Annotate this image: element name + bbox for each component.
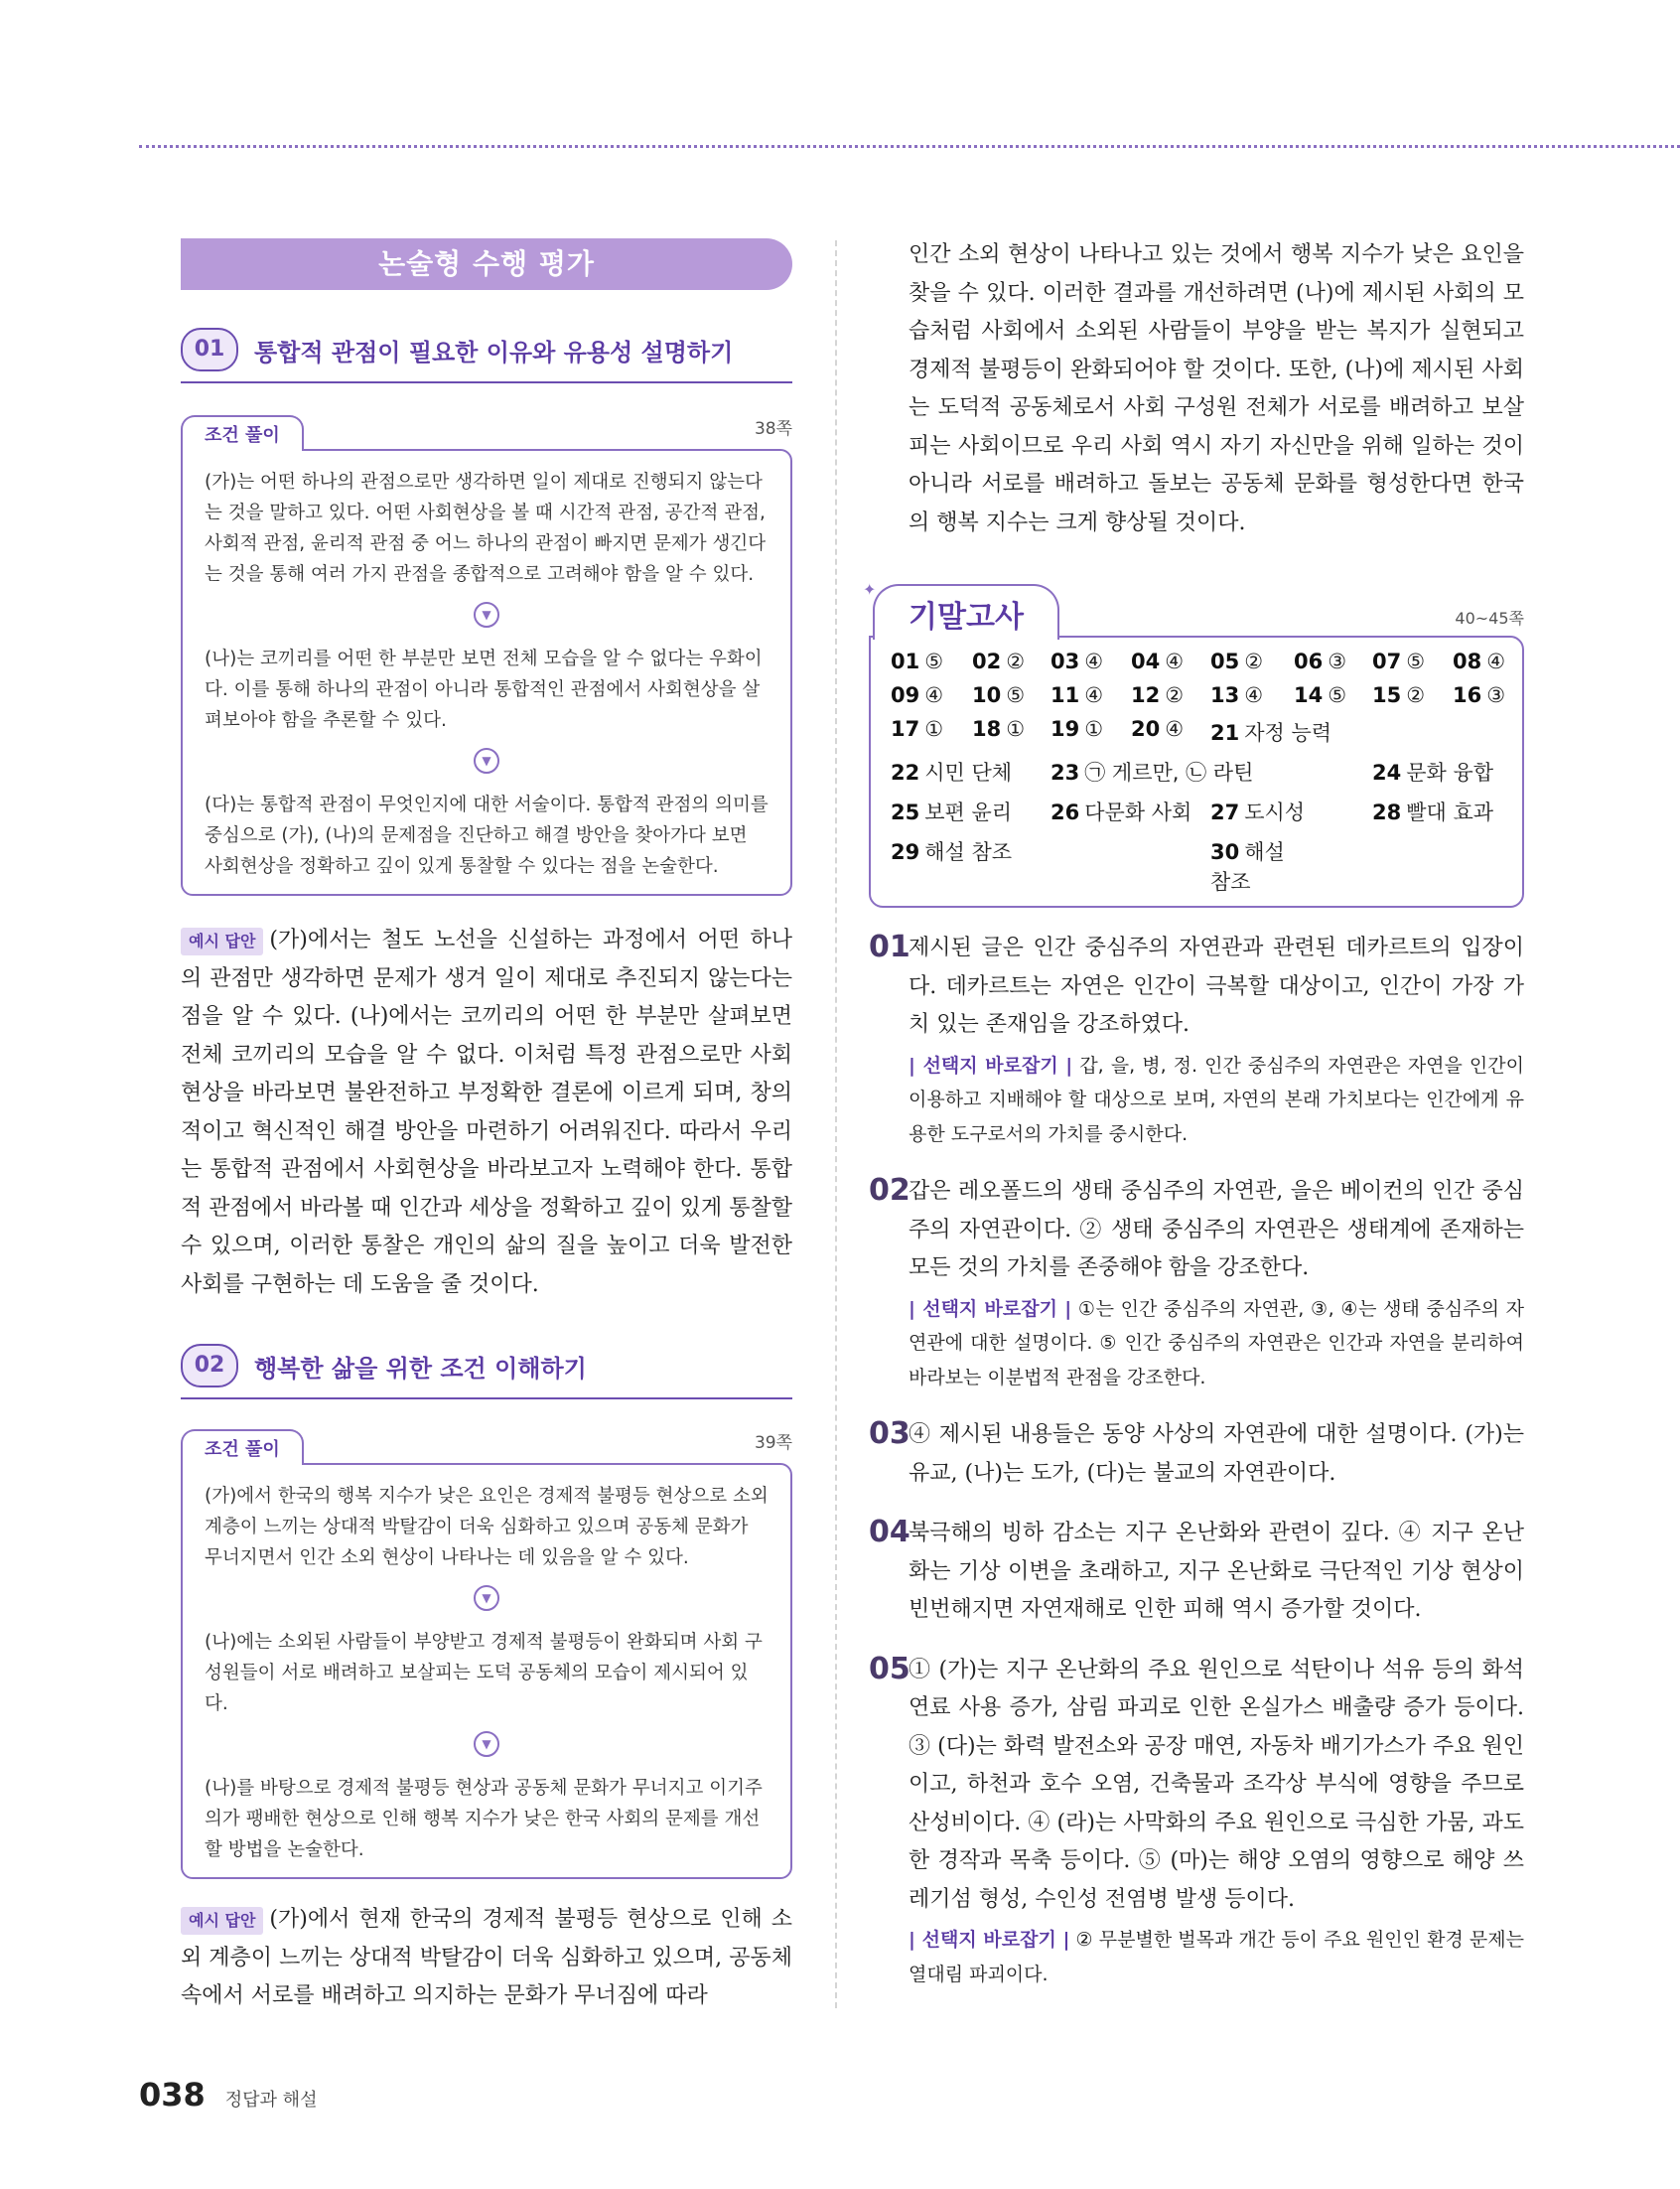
answer-number: 02 [972, 650, 1002, 673]
choice-correction-label: | 선택지 바로잡기 | [909, 1054, 1073, 1077]
q1-answer-badge: 예시 답안 [181, 928, 263, 955]
answer-number: 04 [1131, 650, 1161, 673]
q2-title: 행복한 삶을 위한 조건 이해하기 [254, 1354, 587, 1383]
answer-value: 도시성 [1244, 801, 1306, 824]
q1-heading [181, 328, 792, 383]
q2-condition-3: (나)를 바탕으로 경제적 불평등 현상과 공동체 문화가 무너지고 이기주의가 팽배한 현상으로 인해 행복 지수가 낮은 한국 사회의 문제를 개선할 방법을 논술한다. [205, 1778, 763, 1860]
answer-item [891, 836, 1210, 896]
answer-item [1210, 650, 1294, 673]
sparkle-icon: ✦ [863, 580, 877, 599]
final-exam-label: 기말고사 [873, 584, 1059, 640]
q2-condition-box [181, 1463, 792, 1879]
q1-title: 통합적 관점이 필요한 이유와 유용성 설명하기 [254, 338, 734, 366]
answer-number: 29 [891, 840, 920, 864]
answer-value: ④ [1084, 650, 1104, 673]
answer-item [1050, 757, 1372, 787]
q1-condition-box [181, 449, 792, 896]
answer-value: 보편 윤리 [924, 801, 1013, 824]
explanations [869, 930, 1524, 1991]
answer-value: ③ [1328, 650, 1347, 673]
answer-item [1210, 717, 1453, 747]
choice-correction-text: 갑, 을, 병, 정. 인간 중심주의 자연관은 자연을 인간이 이용하고 지배해야 할 대상으로 보며, 자연의 본래 가치보다는 인간에게 유용한 도구로서의 가치를 중시한다. [909, 1054, 1524, 1145]
answer-number: 06 [1294, 650, 1324, 673]
choice-correction-text: ② 무분별한 벌목과 개간 등이 주요 원인인 환경 문제는 열대림 파괴이다. [909, 1929, 1524, 1985]
answer-number: 28 [1372, 801, 1402, 824]
explanation-text: 북극해의 빙하 감소는 지구 온난화와 관련이 깊다. ④ 지구 온난화는 기상 이변을 초래하고, 지구 온난화로 극단적인 기상 현상이 빈번해지면 자연재해로 인한 피해 역시 증가할 것이다. [909, 1521, 1524, 1622]
explanation-item [869, 1416, 1524, 1493]
answer-number: 20 [1131, 717, 1161, 741]
answer-number: 17 [891, 717, 920, 741]
answer-value: ① [1006, 717, 1026, 741]
answer-number: 21 [1210, 721, 1240, 745]
q1-condition-header [181, 413, 792, 449]
answer-value: ② [1006, 650, 1026, 673]
q2-answer-text: (가)에서 현재 한국의 경제적 불평등 현상으로 인해 소외 계층이 느끼는 상대적 박탈감이 더욱 심화하고 있으며, 공동체 속에서 서로를 배려하고 의지하는 문화가 무너짐에 따라 [181, 1907, 792, 2008]
choice-correction-label: | 선택지 바로잡기 | [909, 1929, 1070, 1951]
answer-number: 13 [1210, 683, 1240, 707]
answer-item [1294, 650, 1372, 673]
answer-grid [891, 650, 1506, 896]
q2-condition-2: (나)에는 소외된 사람들이 부양받고 경제적 불평등이 완화되며 사회 구성원들이 서로 배려하고 보살피는 도덕 공동체의 모습이 제시되어 있다. [205, 1632, 763, 1714]
answer-value: ④ [1165, 650, 1185, 673]
choice-correction-text: ①는 인간 중심주의 자연관, ③, ④는 생태 중심주의 자연관에 대한 설명이다. ⑤ 인간 중심주의 자연관은 인간과 자연을 분리하여 바라보는 이분법적 관점을 강조한다. [909, 1297, 1525, 1388]
q2-heading [181, 1344, 792, 1399]
explanation-body [909, 1173, 1524, 1394]
answer-number: 03 [1050, 650, 1080, 673]
answer-value: 빨대 효과 [1406, 801, 1494, 824]
answer-value: 자정 능력 [1244, 721, 1332, 745]
explanation-item [869, 1173, 1524, 1394]
q2-answer-continued: 인간 소외 현상이 나타나고 있는 것에서 행복 지수가 낮은 요인을 찾을 수 있다. 이러한 결과를 개선하려면 (나)에 제시된 사회의 모습처럼 사회에서 소외된 사람들이 부양을 받는 복지가 실현되고 경제적 불평등이 완화되어야 할 것이다. 또한, (나)에 제시된 사회는 도덕적 공동체로서 사회 구성원 전체가 서로를 배려하고 보살피는 사회이므로 우리 사회 역시 자기 자신만을 위해 일하는 것이 아니라 서로를 배려하고 돌보는 공동체 문화를 형성한다면 한국의 행복 지수는 크게 향상될 것이다. [909, 242, 1524, 535]
answer-number: 10 [972, 683, 1002, 707]
q1-condition-2: (나)는 코끼리를 어떤 한 부분만 보면 전체 모습을 알 수 없다는 우화이다. 이를 통해 하나의 관점이 아니라 통합적인 관점에서 사회현상을 살펴보아야 함을 추론할 수 있다. [205, 649, 763, 731]
answer-number: 12 [1131, 683, 1161, 707]
answer-item [1210, 683, 1294, 707]
answer-item [891, 717, 972, 747]
answer-number: 30 [1210, 840, 1240, 864]
section-title: 논술형 수행 평가 [181, 238, 792, 290]
q2-condition-label: 조건 풀이 [181, 1429, 304, 1465]
answer-value: ① [924, 717, 944, 741]
q1-answer-text: (가)에서는 철도 노선을 신설하는 과정에서 어떤 하나의 관점만 생각하면 문제가 생겨 일이 제대로 추진되지 않는다는 점을 알 수 있다. (나)에서는 코끼리의 어떤 한 부분만 살펴보면 전체 코끼리의 모습을 알 수 없다. 이처럼 특정 관점으로만 사회현상을 바라보면 불완전하고 부정확한 결론에 이르게 되며, 창의적이고 혁신적인 해결 방안을 마련하기 어려워진다. 따라서 우리는 통합적 관점에서 사회현상을 바라보고자 노력해야 한다. 통합적 관점에서 바라볼 때 인간과 세상을 정확하고 깊이 있게 통찰할 수 있으며, 이러한 통찰은 개인의 삶의 질을 높이고 더욱 발전한 사회를 구현하는 데 도움을 줄 것이다. [181, 928, 792, 1297]
answer-number: 18 [972, 717, 1002, 741]
answer-item [1372, 683, 1453, 707]
answer-item [1050, 797, 1210, 826]
q2-condition-header [181, 1427, 792, 1463]
page-number: 038 [139, 2076, 206, 2114]
final-exam-header [863, 580, 1524, 636]
chevron-down-icon: ▼ [474, 602, 499, 628]
explanation-text: ④ 제시된 내용들은 동양 사상의 자연관에 대한 설명이다. (가)는 유교, (나)는 도가, (다)는 불교의 자연관이다. [909, 1422, 1524, 1486]
answer-number: 09 [891, 683, 920, 707]
explanation-number: 03 [869, 1416, 910, 1451]
explanation-text: 갑은 레오폴드의 생태 중심주의 자연관, 을은 베이컨의 인간 중심주의 자연관이다. ② 생태 중심주의 자연관은 생태계에 존재하는 모든 것의 가치를 존중해야 함을 강조한다. [909, 1179, 1524, 1280]
chevron-down-icon: ▼ [474, 1585, 499, 1611]
final-exam-page-ref: 40~45쪽 [1455, 609, 1524, 628]
answer-value: ⑤ [1328, 683, 1347, 707]
right-column [863, 236, 1525, 1991]
explanation-number: 01 [869, 930, 910, 964]
q2-sample-answer [181, 1901, 792, 2016]
answer-item [891, 797, 1050, 826]
choice-correction [909, 1923, 1524, 1991]
answer-number: 01 [891, 650, 920, 673]
answer-value: 해설 참조 [1210, 840, 1285, 894]
answer-number: 19 [1050, 717, 1080, 741]
answer-item [1050, 683, 1131, 707]
explanation-text: 제시된 글은 인간 중심주의 자연관과 관련된 데카르트의 입장이다. 데카르트는 자연은 인간이 극복할 대상이고, 인간이 가장 가치 있는 존재임을 강조하였다. [909, 936, 1524, 1037]
q1-condition-1: (가)는 어떤 하나의 관점으로만 생각하면 일이 제대로 진행되지 않는다는 것을 말하고 있다. 어떤 사회현상을 볼 때 시간적 관점, 공간적 관점, 사회적 관점, 윤리적 관점 중 어느 하나의 관점이 빠지면 문제가 생긴다는 것을 통해 여러 가지 관점을 종합적으로 고려해야 함을 알 수 있다. [205, 472, 767, 585]
q1-condition-label: 조건 풀이 [181, 415, 304, 451]
explanation-item [869, 1652, 1524, 1992]
answer-item [1294, 683, 1372, 707]
answer-value: 해설 참조 [924, 840, 1013, 864]
answer-item [1210, 797, 1372, 826]
answer-item [1453, 683, 1522, 707]
answer-value: 문화 융합 [1406, 761, 1494, 785]
explanation-text: ① (가)는 지구 온난화의 주요 원인으로 석탄이나 석유 등의 화석 연료 사용 증가, 삼림 파괴로 인한 온실가스 배출량 증가 등이다. ③ (다)는 화력 발전소와 공장 매연, 자동차 배기가스가 주요 원인이고, 하천과 호수 오염, 건축물과 조각상 부식에 영향을 주므로 산성비이다. ④ (라)는 사막화의 주요 원인으로 극심한 가뭄, 과도한 경작과 목축 등이다. ⑤ (마)는 해양 오염의 영향으로 해양 쓰레기섬 형성, 수인성 전염병 발생 등이다. [909, 1657, 1524, 1912]
answer-item [1372, 797, 1522, 826]
answer-value: ② [1406, 683, 1426, 707]
answer-item [891, 683, 972, 707]
answer-value: ⑤ [1406, 650, 1426, 673]
q1-condition-3: (다)는 통합적 관점이 무엇인지에 대한 서술이다. 통합적 관점의 의미를 중심으로 (가), (나)의 문제점을 진단하고 해결 방안을 찾아가다 보면 사회현상을 정확하고 깊이 있게 통찰할 수 있다는 점을 논술한다. [205, 795, 769, 877]
final-exam-answer-box [869, 636, 1524, 908]
answer-number: 15 [1372, 683, 1402, 707]
answer-number: 14 [1294, 683, 1324, 707]
explanation-number: 05 [869, 1651, 910, 1686]
explanation-body [909, 1416, 1524, 1493]
answer-item [972, 717, 1050, 747]
choice-correction-label: | 선택지 바로잡기 | [909, 1297, 1072, 1320]
answer-number: 23 [1050, 761, 1080, 785]
q2-page-ref: 39쪽 [754, 1433, 792, 1453]
top-dotted-rule [139, 145, 1680, 148]
answer-value: ㉠ 게르만, ㉡ 라틴 [1084, 761, 1254, 785]
answer-value: ② [1165, 683, 1185, 707]
answer-number: 11 [1050, 683, 1080, 707]
answer-value: ④ [1486, 650, 1506, 673]
answer-number: 24 [1372, 761, 1402, 785]
answer-item [972, 650, 1050, 673]
answer-value: 다문화 사회 [1084, 801, 1192, 824]
answer-value: ④ [1244, 683, 1264, 707]
answer-number: 22 [891, 761, 920, 785]
answer-value: ① [1084, 717, 1104, 741]
explanation-number: 02 [869, 1173, 910, 1208]
answer-item [972, 683, 1050, 707]
q2-number: 02 [181, 1344, 238, 1387]
answer-value: ④ [924, 683, 944, 707]
answer-value: ④ [1165, 717, 1185, 741]
left-column [181, 238, 792, 2016]
chevron-down-icon: ▼ [474, 1731, 499, 1757]
answer-number: 05 [1210, 650, 1240, 673]
q2-condition-1: (가)에서 한국의 행복 지수가 낮은 요인은 경제적 불평등 현상으로 소외 계층이 느끼는 상대적 박탈감이 더욱 심화하고 있으며 공동체 문화가 무너지면서 인간 소외 현상이 나타나는 데 있음을 알 수 있다. [205, 1486, 769, 1568]
explanation-body [909, 1652, 1524, 1992]
answer-item [1131, 650, 1210, 673]
explanation-body [909, 1515, 1524, 1630]
answer-item [1131, 717, 1210, 747]
answer-number: 25 [891, 801, 920, 824]
answer-value: ④ [1084, 683, 1104, 707]
answer-item [1131, 683, 1210, 707]
answer-number: 16 [1453, 683, 1482, 707]
answer-value: ③ [1486, 683, 1506, 707]
answer-item [1372, 757, 1522, 787]
choice-correction [909, 1292, 1524, 1395]
answer-item [1050, 650, 1131, 673]
q1-page-ref: 38쪽 [754, 419, 792, 439]
answer-number: 07 [1372, 650, 1402, 673]
column-divider [835, 240, 837, 2008]
explanation-number: 04 [869, 1515, 910, 1549]
answer-number: 27 [1210, 801, 1240, 824]
answer-item [891, 650, 972, 673]
answer-item [1050, 717, 1131, 747]
explanation-body [909, 930, 1524, 1151]
answer-item [891, 757, 1050, 787]
q1-number: 01 [181, 328, 238, 371]
answer-value: ⑤ [1006, 683, 1026, 707]
answer-number: 08 [1453, 650, 1482, 673]
q2-answer-badge: 예시 답안 [181, 1907, 263, 1935]
choice-correction [909, 1049, 1524, 1152]
explanation-item [869, 1515, 1524, 1630]
page-label: 정답과 해설 [224, 2090, 318, 2111]
answer-item [1210, 836, 1294, 896]
q1-sample-answer [181, 922, 792, 1304]
answer-value: ⑤ [924, 650, 944, 673]
explanation-item [869, 930, 1524, 1151]
chevron-down-icon: ▼ [474, 748, 499, 774]
answer-number: 26 [1050, 801, 1080, 824]
answer-value: ② [1244, 650, 1264, 673]
answer-item [1372, 650, 1453, 673]
footer [139, 2076, 317, 2114]
answer-item [1453, 650, 1522, 673]
answer-value: 시민 단체 [924, 761, 1013, 785]
